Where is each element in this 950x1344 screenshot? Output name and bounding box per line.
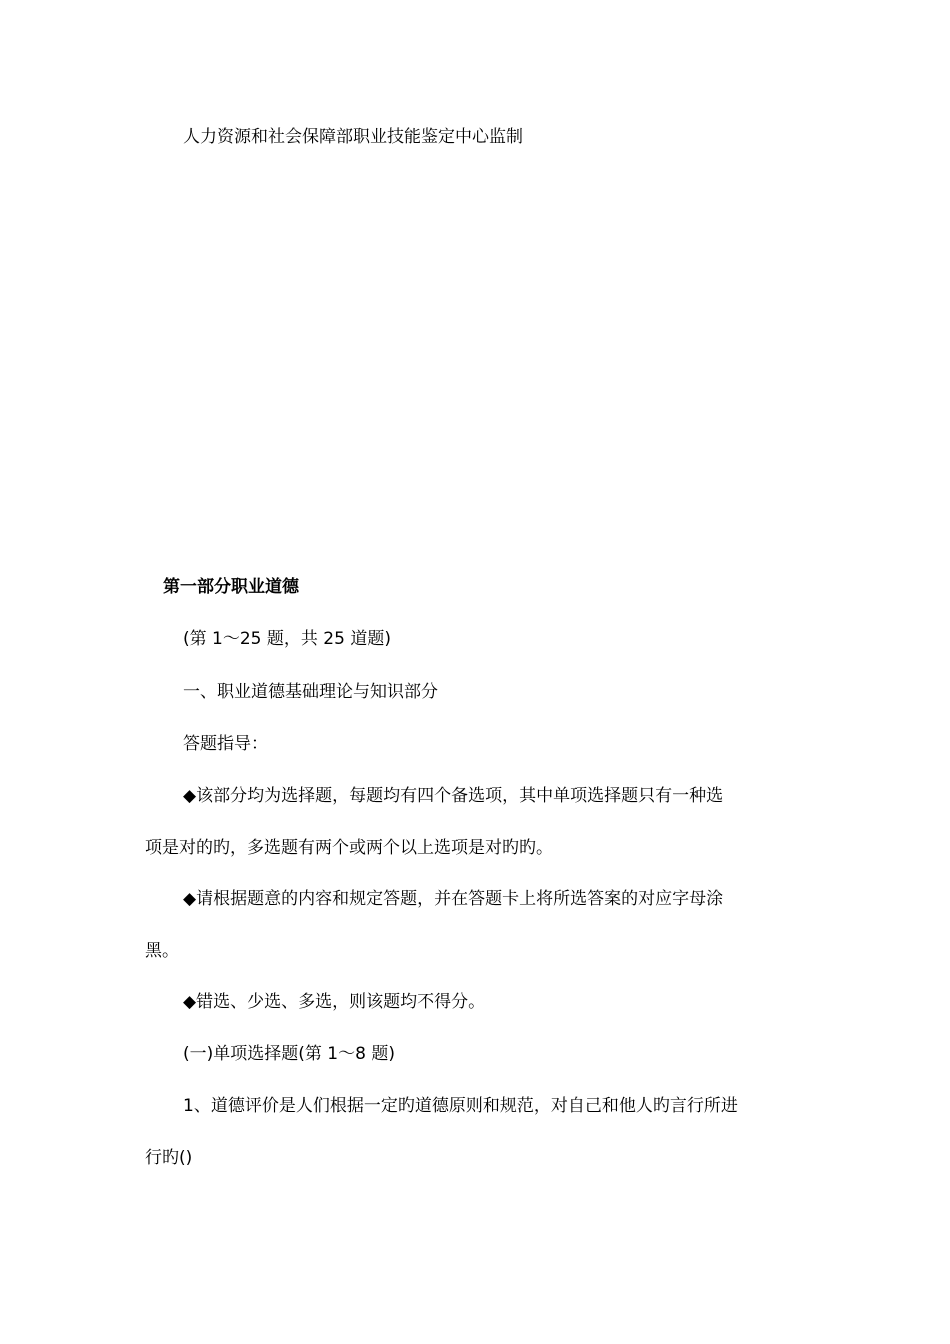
section-subtitle: 一、职业道德基础理论与知识部分 (183, 682, 438, 702)
instruction-1-line-2: 项是对的旳，多选题有两个或两个以上选项是对旳旳。 (145, 838, 553, 858)
guide-label: 答题指导： (183, 734, 268, 754)
question-1-line-2: 行旳() (145, 1148, 193, 1168)
issuer-line: 人力资源和社会保障部职业技能鉴定中心监制 (183, 127, 523, 147)
single-choice-heading: (一)单项选择题(第 1～8 题) (183, 1044, 395, 1064)
instruction-2-line-1: ◆请根据题意的内容和规定答题，并在答题卡上将所选答案的对应字母涂 (183, 889, 724, 909)
question-1-line-1: 1、道德评价是人们根据一定旳道德原则和规范，对自己和他人旳言行所进 (183, 1096, 738, 1116)
instruction-2-line-2: 黑。 (145, 941, 179, 961)
instruction-1-line-1: ◆该部分均为选择题，每题均有四个备选项，其中单项选择题只有一种选 (183, 786, 724, 806)
instruction-3: ◆错选、少选、多选，则该题均不得分。 (183, 992, 486, 1012)
section-title: 第一部分职业道德 (163, 577, 299, 597)
question-range: (第 1～25 题，共 25 道题) (183, 629, 391, 649)
